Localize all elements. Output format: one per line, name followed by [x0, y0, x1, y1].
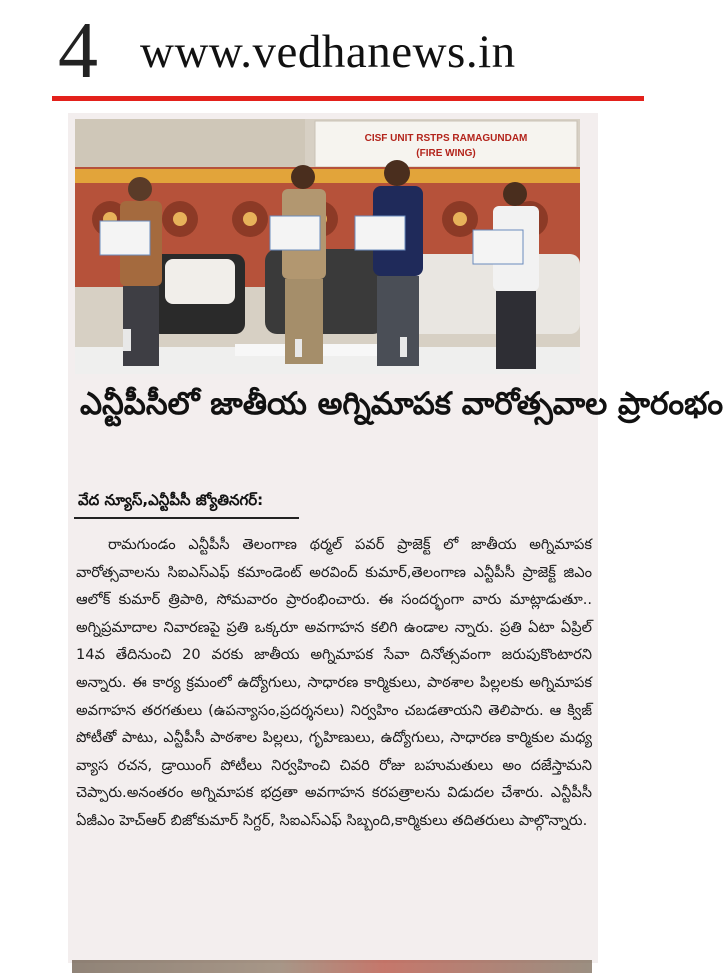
article-byline: వేద న్యూస్,ఎన్టీపీసీ జ్యోతినగర్:: [78, 491, 264, 509]
page-number: 4: [58, 7, 98, 95]
banner-line-1: CISF UNIT RSTPS RAMAGUNDAM: [364, 133, 528, 144]
byline-underline: [74, 517, 299, 519]
site-url[interactable]: www.vedhanews.in: [140, 26, 516, 78]
header-rule: [52, 96, 644, 101]
masthead: [0, 0, 644, 104]
article-body: రామగుండం ఎన్టీపీసీ తెలంగాణ థర్మల్ పవర్ ప్రాజెక్ట్ లో జాతీయ అగ్నిమాపక వారోత్సవాలను సిఐఎస్ఎఫ్ కమాండెంట్ అరవింద్ కుమార్,తెలంగాణ ఎన్టీపీసీ ప్రాజెక్ట్ జిఎం ఆలోక్ కుమార్ త్రిపాఠి, సోమవారం ప్రారంభించారు. ఈ సందర్భంగా వారు మాట్లాడుతూ.. అగ్నిప్రమాదాల నివారణపై ప్రతి ఒక్కరూ అవగాహన కలిగి ఉండాల న్నారు. ప్రతి ఏటా ఏప్రిల్ 14వ తేదినుంచి 20 వరకు జాతీయ అగ్నిమాపక సేవా దినోత్సవంగా జరుపుకొంటారని అన్నారు. ఈ కార్య క్రమంలో ఉద్యోగులు, సాధారణ కార్మికులు, పాఠశాల పిల్లలకు అగ్నిమాపక అవగాహన తరగతులు (ఉపన్యాసం,ప్రదర్శనలు) నిర్వహిం చబడతాయని తెలిపారు. ఆ క్విజ్ పోటీతో పాటు, ఎన్టీపీసీ పాఠశాల పిల్లలు, గృహిణులు, ఉద్యోగులు, సాధారణ కార్మికుల మధ్య వ్యాస రచన, డ్రాయింగ్ పోటీలు నిర్వహించి చివరి రోజు బహుమతులు అం దజేస్తామని చెప్పారు.అనంతరం అగ్నిమాపక భద్రతా అవగాహన కరపత్రాలను విడుదల చేశారు. ఎన్టీపీసీ ఏజీఎం హెచ్ఆర్ బిజోకుమార్ సిగ్దర్, సిఐఎస్ఎఫ్ సిబ్బంది,కార్మికులు తదితరులు పాల్గొన్నారు.: [76, 536, 592, 829]
news-article: [68, 113, 723, 963]
article-headline: ఎన్టీపీసీలో జాతీయ అగ్నిమాపక వారోత్సవాల ప్రారంభం: [80, 386, 723, 422]
article-photo: [75, 119, 580, 374]
next-article-strip: [72, 960, 592, 973]
banner-line-2: (FIRE WING): [416, 148, 476, 159]
